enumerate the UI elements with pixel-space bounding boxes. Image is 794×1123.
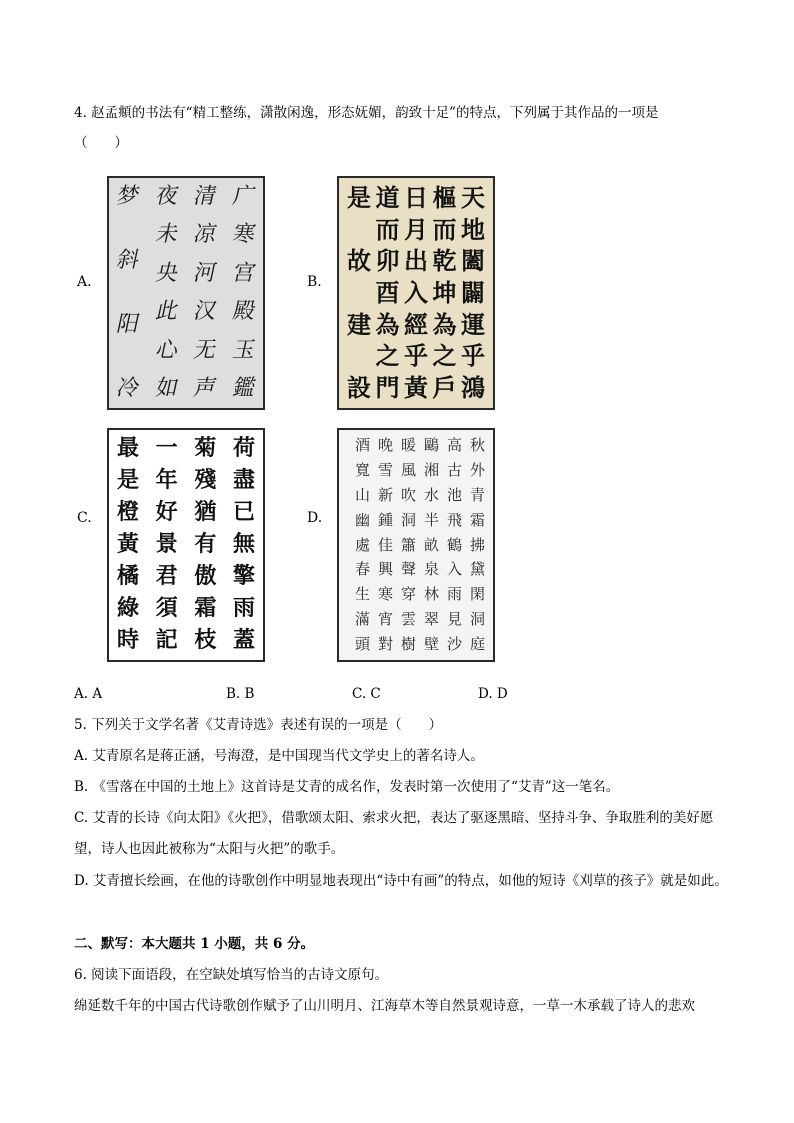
calligraphy-c-char: 最 [117,436,140,461]
calligraphy-a-char: 央 [153,260,181,286]
calligraphy-b-char: 闢 [461,277,485,307]
q5-stem: 5. 下列关于文学名著《艾青诗选》表述有误的一项是（ ） [74,717,443,733]
calligraphy-a-char: 梦 [114,184,142,209]
calligraphy-d-column [470,438,485,652]
calligraphy-d-char: 頭 [354,635,370,653]
calligraphy-image-c[interactable] [107,428,265,662]
calligraphy-c-char: 橘 [117,564,140,589]
calligraphy-a-char: 声 [191,375,220,401]
calligraphy-d-column [355,438,370,652]
calligraphy-c-char: 君 [155,564,178,589]
answer-choice-a[interactable]: A. A [74,686,103,702]
calligraphy-c-char: 猶 [194,500,217,525]
calligraphy-b-char: 道 [375,183,400,212]
q5-option-a: A. 艾青原名是蒋正涵，号海澄，是中国现当代文学史上的著名诗人。 [74,748,484,764]
calligraphy-d-char: 洞 [469,610,485,629]
calligraphy-d-char: 畝 [423,535,439,554]
calligraphy-b-char: 出 [404,246,428,276]
calligraphy-d-char: 鷗 [423,436,439,454]
calligraphy-d-char: 庭 [469,635,485,653]
calligraphy-c-char: 蓋 [232,628,255,653]
calligraphy-d-char: 古 [446,460,462,479]
calligraphy-c-char: 綠 [117,596,140,621]
calligraphy-d-char: 生 [354,585,370,604]
calligraphy-d-char: 山 [354,485,370,504]
calligraphy-b-column [375,183,400,402]
calligraphy-c-char: 橙 [117,500,140,525]
calligraphy-a-char: 广 [230,184,258,209]
calligraphy-a-char: 心 [153,337,181,363]
answer-choice-d[interactable]: D. D [478,686,508,702]
calligraphy-c-char: 已 [232,500,255,525]
calligraphy-d-char: 春 [354,560,370,579]
calligraphy-b-char: 設 [347,372,371,402]
calligraphy-c-column [156,438,178,652]
calligraphy-b-char: 月 [404,214,428,244]
calligraphy-d-char: 壁 [423,635,439,653]
calligraphy-c-char: 年 [155,468,178,493]
calligraphy-d-char: 吹 [400,485,416,504]
calligraphy-b-char: 建 [347,309,371,339]
calligraphy-b-char: 經 [404,309,428,339]
calligraphy-b-char: 而 [375,214,400,244]
calligraphy-d-char: 池 [446,485,462,504]
calligraphy-a-column [230,184,258,401]
q6-passage: 绵延数千年的中国古代诗歌创作赋予了山川明月、江海草木等自然景观诗意，一草一木承载了诗人的悲欢 [74,998,695,1014]
calligraphy-d-char: 林 [423,585,439,604]
calligraphy-b-char: 坤 [432,277,457,307]
q4-stem: 4. 赵孟頫的书法有“精工整练，潇散闲逸，形态妩媚，韵致十足”的特点，下列属于其作品的一项是 [74,105,659,121]
calligraphy-d-char: 飛 [446,510,462,529]
calligraphy-d-char: 幽 [354,510,370,529]
calligraphy-d-char: 雨 [446,585,462,604]
calligraphy-d-char: 泉 [423,560,439,579]
option-c-label: C. [77,510,92,526]
q4-answer-paren: （ ） [74,135,128,151]
calligraphy-b-char: 戶 [432,372,457,402]
calligraphy-d-char: 滿 [354,610,370,629]
calligraphy-d-char: 穿 [400,585,416,604]
calligraphy-b-char: 之 [432,341,457,371]
answer-choice-c[interactable]: C. C [352,686,381,702]
calligraphy-d-char: 興 [377,560,393,579]
calligraphy-a-char: 阳 [114,312,142,337]
calligraphy-a-char: 无 [191,337,220,363]
calligraphy-b-char: 是 [347,183,371,212]
q5-option-c: C. 艾青的长诗《向太阳》《火把》，借歌颂太阳、索求火把，表达了驱逐黑暗、坚持斗争、争取胜利的美好愿望，诗人也因此被称为“太阳与火把”的歌手。 [74,810,714,857]
calligraphy-b-char: 故 [347,246,371,276]
calligraphy-a-char: 如 [153,375,181,401]
calligraphy-d-char: 拂 [469,535,485,554]
calligraphy-c-char: 擎 [232,564,255,589]
calligraphy-a-char: 寒 [230,222,258,248]
calligraphy-b-column [432,183,457,402]
calligraphy-c-char: 枝 [194,628,217,653]
option-b-label: B. [307,274,322,290]
calligraphy-b-column [404,183,428,402]
calligraphy-c-char: 是 [117,468,140,493]
calligraphy-b-text [347,183,485,402]
calligraphy-d-char: 青 [469,485,485,504]
calligraphy-d-char: 沙 [446,635,462,653]
calligraphy-d-char: 雲 [400,610,416,629]
calligraphy-b-char: 門 [375,372,400,402]
calligraphy-image-b[interactable] [337,176,495,410]
answer-choice-b[interactable]: B. B [226,686,255,702]
calligraphy-d-column [424,438,439,652]
calligraphy-b-char: 之 [375,341,400,371]
calligraphy-d-char: 鶴 [446,535,462,554]
calligraphy-d-char: 酒 [354,436,370,454]
calligraphy-c-column [233,438,255,652]
calligraphy-c-char: 霜 [194,596,217,621]
calligraphy-b-char: 天 [461,183,485,212]
calligraphy-c-text [117,438,255,652]
calligraphy-c-char: 殘 [194,468,217,493]
calligraphy-d-column [401,438,416,652]
calligraphy-d-char: 佳 [377,535,393,554]
calligraphy-a-char: 此 [153,299,181,325]
calligraphy-d-char: 水 [423,485,439,504]
calligraphy-a-char: 清 [191,184,220,209]
calligraphy-b-char: 入 [404,277,428,307]
q6-stem: 6. 阅读下面语段，在空缺处填写恰当的古诗文原句。 [74,967,389,983]
calligraphy-d-text [347,438,485,652]
calligraphy-d-char: 洞 [400,510,416,529]
calligraphy-b-char: 地 [461,214,485,244]
calligraphy-d-char: 翠 [423,610,439,629]
calligraphy-b-char: 酉 [375,277,400,307]
option-d-label: D. [307,510,323,526]
calligraphy-d-char: 外 [469,460,485,479]
calligraphy-c-char: 時 [117,628,140,653]
calligraphy-c-char: 傲 [194,564,217,589]
option-a-label: A. [77,274,92,290]
calligraphy-d-char: 高 [446,436,462,454]
calligraphy-a-char: 冷 [114,376,142,401]
calligraphy-c-column [117,438,139,652]
calligraphy-d-char: 寒 [377,585,393,604]
calligraphy-b-char: 闔 [461,246,485,276]
calligraphy-d-char: 入 [446,560,462,579]
calligraphy-d-char: 風 [400,460,416,479]
calligraphy-d-char: 半 [423,510,439,529]
calligraphy-c-char: 荷 [232,436,255,461]
calligraphy-c-char: 有 [194,532,217,557]
calligraphy-a-char: 宫 [230,260,258,286]
calligraphy-b-char: 乎 [461,341,485,371]
calligraphy-b-char: 鴻 [461,372,485,402]
calligraphy-d-char: 處 [354,535,370,554]
calligraphy-b-char: 黃 [404,372,428,402]
calligraphy-b-char: 卯 [375,246,400,276]
calligraphy-b-char: 運 [461,309,485,339]
calligraphy-b-char: 乎 [404,341,428,371]
calligraphy-d-char: 暖 [400,436,416,454]
calligraphy-c-char: 景 [155,532,178,557]
calligraphy-d-char: 寬 [354,460,370,479]
calligraphy-d-column [378,438,393,652]
calligraphy-c-char: 菊 [194,436,217,461]
calligraphy-a-column [114,184,142,401]
calligraphy-c-char: 盡 [232,468,255,493]
calligraphy-d-char: 湘 [423,460,439,479]
calligraphy-b-column [347,183,371,402]
q5-option-d: D. 艾青擅长绘画，在他的诗歌创作中明显地表现出“诗中有画”的特点，如他的短诗《刈草的孩子》就是如此。 [74,873,728,889]
calligraphy-b-char: 乾 [432,246,457,276]
calligraphy-a-char: 斜 [114,248,142,273]
calligraphy-c-char: 雨 [232,596,255,621]
calligraphy-c-column [194,438,216,652]
calligraphy-image-a[interactable] [107,176,265,410]
calligraphy-b-char: 樞 [432,183,457,212]
calligraphy-b-column [461,183,485,402]
calligraphy-a-char: 夜 [153,184,181,209]
calligraphy-c-char: 須 [155,596,178,621]
calligraphy-b-char: 日 [404,183,428,212]
calligraphy-d-char: 見 [446,610,462,629]
calligraphy-d-column [447,438,462,652]
calligraphy-d-char: 霜 [469,510,485,529]
calligraphy-b-char: 為 [432,309,457,339]
calligraphy-c-char: 一 [155,436,178,461]
calligraphy-d-char: 樹 [400,635,416,653]
calligraphy-a-text [114,184,258,401]
calligraphy-a-char: 殿 [230,299,258,325]
calligraphy-a-column [191,184,220,401]
calligraphy-c-char: 好 [155,500,178,525]
section-2-heading: 二、默写：本大题共 1 小题，共 6 分。 [74,936,315,952]
calligraphy-a-char: 鑑 [230,375,258,401]
calligraphy-a-char: 凉 [191,222,220,248]
calligraphy-b-char: 為 [375,309,400,339]
q5-option-b: B. 《雪落在中国的土地上》这首诗是艾青的成名作，发表时第一次使用了“艾青”这一笔名。 [74,779,620,795]
calligraphy-d-char: 閑 [469,585,485,604]
calligraphy-a-char: 汉 [191,299,220,325]
calligraphy-d-char: 對 [377,635,393,653]
calligraphy-a-char: 未 [153,222,181,248]
calligraphy-image-d[interactable] [337,428,495,662]
calligraphy-d-char: 晚 [377,436,393,454]
calligraphy-d-char: 宵 [377,610,393,629]
calligraphy-d-char: 鍾 [377,510,393,529]
calligraphy-d-char: 雪 [377,460,393,479]
calligraphy-b-char: 而 [432,214,457,244]
calligraphy-d-char: 新 [377,485,393,504]
calligraphy-c-char: 記 [155,628,178,653]
calligraphy-a-char: 河 [191,260,220,286]
calligraphy-d-char: 聲 [400,560,416,579]
calligraphy-c-char: 無 [232,532,255,557]
calligraphy-d-char: 黛 [469,560,485,579]
calligraphy-a-char: 玉 [230,337,258,363]
calligraphy-a-column [153,184,181,401]
calligraphy-d-char: 簫 [400,535,416,554]
calligraphy-d-char: 秋 [469,436,485,454]
calligraphy-c-char: 黃 [117,532,140,557]
